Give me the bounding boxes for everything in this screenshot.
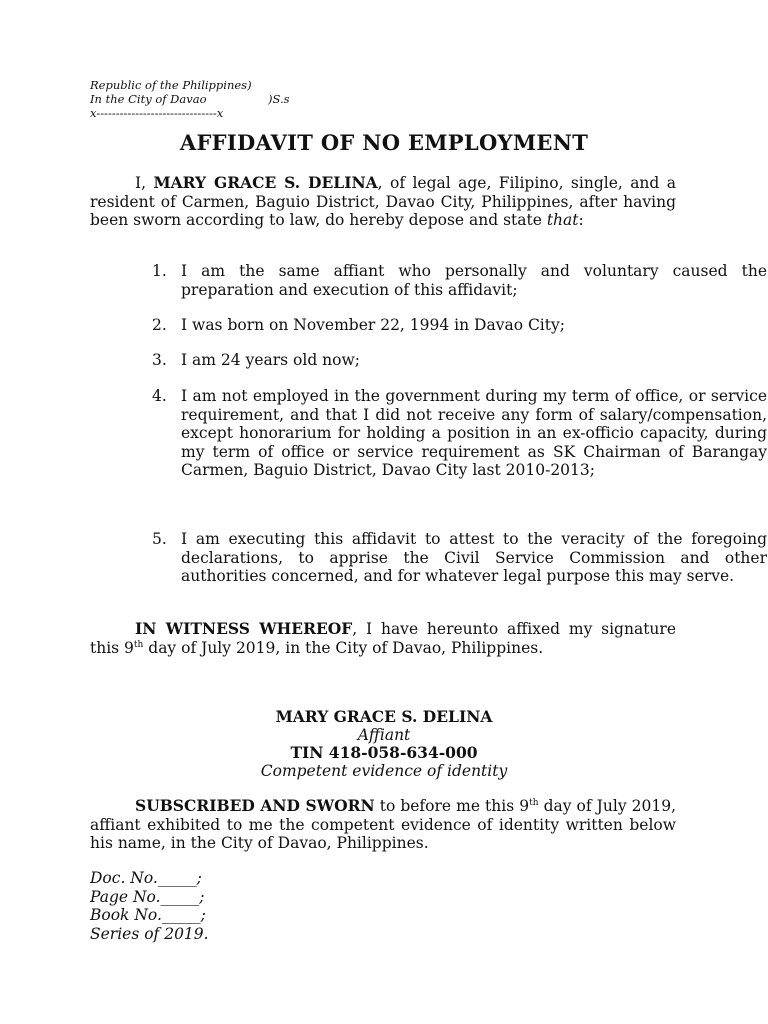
venue-line-separator: x-------------------------------x	[90, 106, 224, 120]
witness-paragraph	[90, 620, 676, 657]
notary-page-no: Page No._____;	[90, 887, 205, 906]
signature-tin: TIN 418-058-634-000	[290, 743, 478, 762]
affiant-name: MARY GRACE S. DELINA	[153, 173, 378, 192]
witness-text-1: , I have hereunto affixed my signature this 9	[90, 620, 676, 657]
notary-block	[90, 869, 209, 943]
sworn-ordinal: th	[529, 798, 539, 808]
intro-colon: :	[578, 211, 584, 229]
witness-ordinal: th	[133, 639, 144, 650]
venue-block	[90, 78, 290, 120]
intro-prefix: I,	[135, 174, 154, 192]
intro-that: that	[546, 211, 579, 229]
list-item-text: I am not employed in the government during my term of office, or service requirement, and that I did not receive any form of salary/compensation, except honorarium for holding a position in an ex-officio capacity, during my term of office or service requirement as SK Chairman of Barangay Carmen, Baguio District, Davao City last 2010-2013;	[181, 387, 767, 479]
list-item-text: I was born on November 22, 1994 in Davao City;	[181, 316, 565, 334]
witness-heading: IN WITNESS WHEREOF	[135, 619, 353, 638]
sworn-text-2: day of July 2019, affiant exhibited to me the competent evidence of identity written below his name, in the City of Davao, Philippines.	[90, 797, 676, 852]
sworn-heading: SUBSCRIBED AND SWORN	[135, 796, 375, 815]
list-item-number: 1.	[152, 262, 167, 280]
notary-series: Series of 2019.	[90, 924, 209, 943]
witness-text-2: day of July 2019, in the City of Davao, Philippines.	[143, 638, 544, 657]
venue-line-republic: Republic of the Philippines)	[90, 78, 252, 92]
document-title: AFFIDAVIT OF NO EMPLOYMENT	[179, 130, 589, 155]
list-item-number: 2.	[152, 316, 167, 334]
signature-evidence: Competent evidence of identity	[260, 762, 508, 780]
venue-ss: )S.s	[268, 92, 290, 106]
list-item-text: I am 24 years old now;	[181, 351, 360, 369]
list-item-number: 5.	[152, 530, 167, 548]
list-item-text: I am executing this affidavit to attest to the veracity of the foregoing declarations, to apprise the Civil Service Commission and other authorities concerned, and for whatever legal purpose this may serve.	[181, 530, 767, 585]
signature-name: MARY GRACE S. DELINA	[275, 707, 493, 726]
venue-line-city: In the City of Davao	[90, 92, 207, 106]
signature-role: Affiant	[357, 726, 411, 744]
list-item-text: I am the same affiant who personally and voluntary caused the preparation and execution of this affidavit;	[181, 262, 767, 299]
sworn-paragraph	[90, 797, 676, 853]
intro-paragraph	[90, 174, 676, 230]
list-item-number: 3.	[152, 351, 167, 369]
notary-doc-no: Doc. No._____;	[90, 869, 202, 887]
sworn-text-1: to before me this 9	[374, 797, 530, 815]
list-item-number: 4.	[152, 387, 167, 405]
intro-text: , of legal age, Filipino, single, and a resident of Carmen, Baguio District, Davao City, Philippines, after having been sworn according to law, do hereby depose and state	[90, 174, 676, 229]
notary-book-no: Book No._____;	[90, 906, 206, 924]
